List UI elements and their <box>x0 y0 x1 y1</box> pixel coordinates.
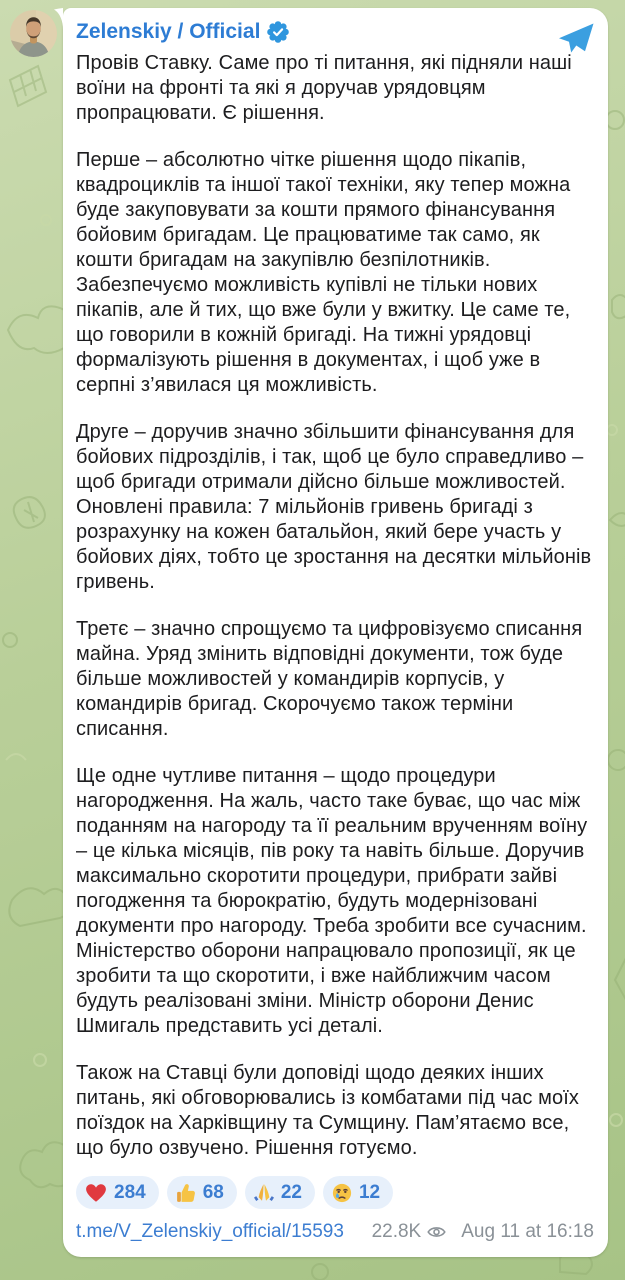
message-paragraph: Друге – доручив значно збільшити фінансування для бойових підрозділів, і так, щоб це було справедливо – щоб бригади отримали дійсно більше можливостей. Оновлені правила: 7 мільйонів гривень бригаді з розрахунку на кожен батальйон, який бере участь у бойових діях, тобто це зростання на десятки мільйонів гривень. <box>76 421 592 593</box>
paper-plane-icon[interactable] <box>557 22 595 55</box>
reaction-folded-hands[interactable] <box>245 1176 315 1209</box>
message-paragraph: Третє – значно спрощуємо та цифровізуємо списання майна. Уряд змінить відповідні документи, тож буде більше можливостей у командирів корпусів, у командирів бригад. Скорочуємо також терміни списання. <box>76 618 583 740</box>
message-paragraph: Провів Ставку. Саме про ті питання, які підняли наші воїни на фронті та які я доручав урядовцям пропрацювати. Є рішення. <box>76 52 572 124</box>
crying-face-icon <box>332 1183 352 1203</box>
message-bubble <box>63 8 608 1257</box>
heart-icon <box>85 1183 107 1203</box>
zelenskiy-avatar[interactable] <box>10 10 57 57</box>
message-paragraph: Ще одне чутливе питання – щодо процедури нагородження. На жаль, часто таке буває, що час між поданням на нагороду та її реальним врученням воїну – це кілька місяців, пів року та навіть більше. Доручив максимально скоротити процедури, прибрати зайві погодження та бюрократію, будуть модернізовані документи про нагороду. Треба зробити все сучасним. Міністерство оборони напрацювало пропозиції, як це зробити та що скоротити, і вже найближчим часом будуть реалізовані зміни. Міністр оборони Денис Шмигаль представить усі деталі. <box>76 765 588 1037</box>
views-count: 22.8K <box>371 1221 422 1242</box>
message-paragraph: Перше – абсолютно чітке рішення щодо пікапів, квадроциклів та іншої такої техніки, яку тепер можна буде закуповувати за кошти прямого фінансування бойовим бригадам. Це працюватиме так само, як кошти бригадам на закупівлю безпілотників. Забезпечуємо можливість купівлі не тільки нових пікапів, але й тих, що вже були у вжитку. Це саме те, що говорили в кожній бригаді. На тижні урядовці формалізують рішення в документах, і щоб уже в серпні з’явилася ця можливість. <box>76 149 571 396</box>
reaction-count: 22 <box>280 1181 302 1203</box>
timestamp: Aug 11 at 16:18 <box>461 1221 594 1242</box>
message-text <box>76 51 594 1161</box>
post-link[interactable]: t.me/V_Zelenskiy_official/15593 <box>76 1221 344 1242</box>
reactions-row <box>76 1176 594 1209</box>
thumbs-up-icon <box>176 1183 196 1203</box>
reaction-thumbs-up[interactable] <box>167 1176 237 1209</box>
channel-name[interactable]: Zelenskiy / Official <box>76 20 261 43</box>
eye-icon <box>427 1225 446 1239</box>
reaction-count: 68 <box>202 1181 224 1203</box>
verified-badge-icon <box>267 21 289 43</box>
bubble-footer <box>76 1221 594 1245</box>
reaction-count: 284 <box>114 1181 146 1203</box>
views <box>372 1221 447 1243</box>
message-meta <box>372 1221 594 1243</box>
folded-hands-icon <box>254 1183 274 1203</box>
reaction-crying-face[interactable] <box>323 1176 393 1209</box>
reaction-count: 12 <box>358 1181 381 1203</box>
reaction-heart[interactable] <box>76 1176 159 1209</box>
avatar-image <box>10 10 57 57</box>
message-paragraph: Також на Ставці були доповіді щодо деяких інших питань, які обговорювались із комбатами під час моїх поїздок на Харківщину та Сумщину. Пам’ятаємо все, що було озвучено. Рішення готуємо. <box>76 1062 580 1159</box>
bubble-header <box>76 20 594 44</box>
